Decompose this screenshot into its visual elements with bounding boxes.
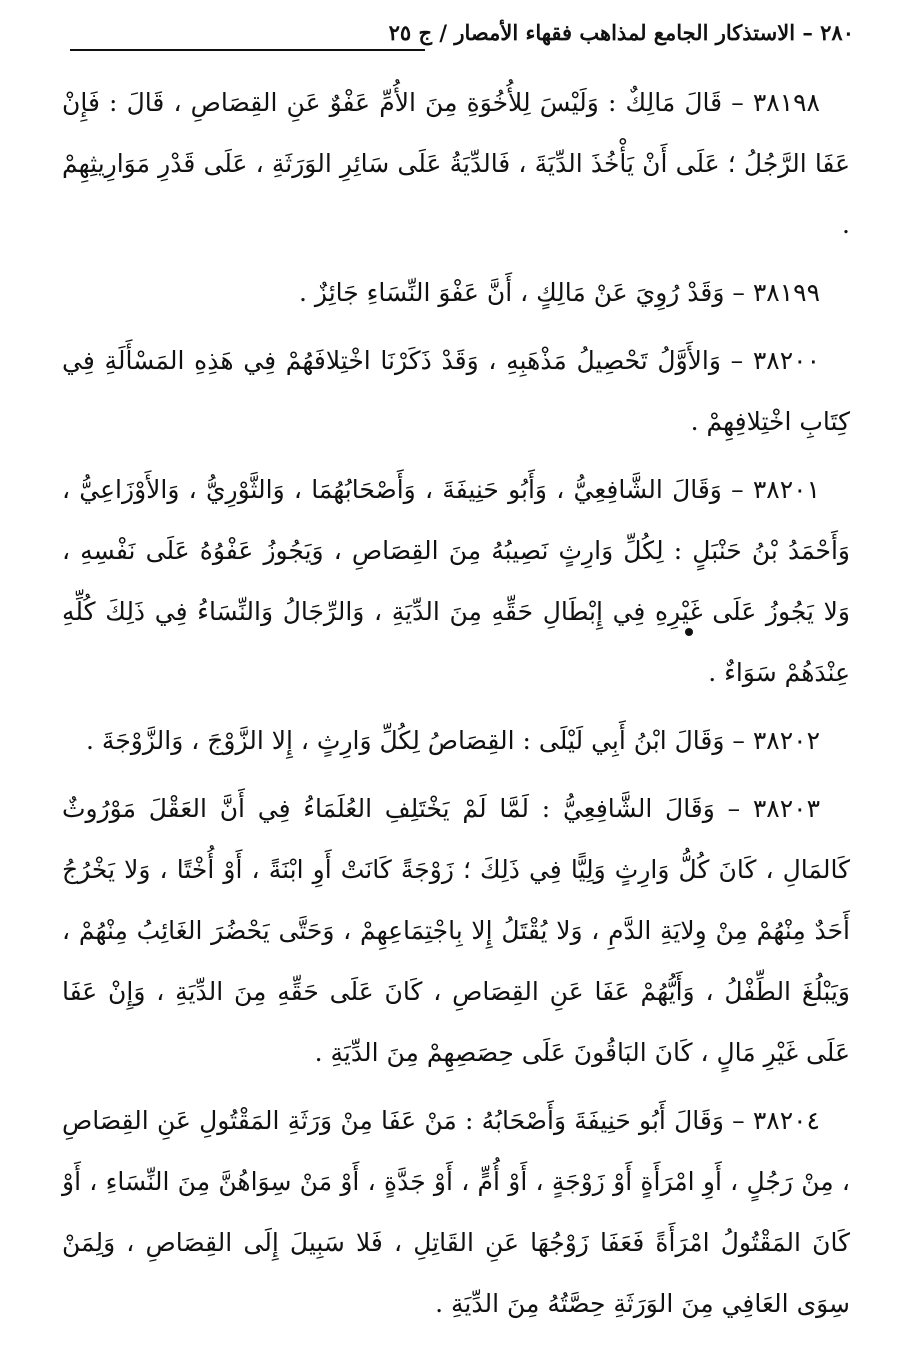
separator: – <box>721 475 753 504</box>
page-header <box>70 20 854 50</box>
paragraph-text: وَقَالَ الشَّافِعِيُّ : لَمَّا لَمْ يَخْتَلِفِ العُلَمَاءُ فِي أَنَّ العَقْلَ مَوْرُوثٌ كَالمَالِ ، كَانَ كُلُّ وَارِثٍ وَلِيًّا فِي ذَلِكَ ؛ زَوْجَةً كَانَتْ أَوِ ابْنَةً ، أَوْ أُخْتًا ، وَلا يَخْرُجُ أَحَدٌ مِنْهُمْ مِنْ وِلايَةِ الدَّمِ ، وَلا يُقْتَلُ إِلا بِاجْتِمَاعِهِمْ ، وَحَتَّى يَحْضُرَ الغَائِبُ مِنْهُمْ ، وَيَبْلُغَ الطِّفْلُ ، وَأَيُّهُمْ عَفَا عَنِ القِصَاصِ ، كَانَ عَلَى حَقِّهِ مِنَ الدِّيَةِ ، وَإِنْ عَفَا عَلَى غَيْرِ مَالٍ ، كَانَ البَاقُونَ عَلَى حِصَصِهِمْ مِنَ الدِّيَةِ . <box>62 794 850 1067</box>
paragraph-number: ٣٨٢٠١ <box>752 475 820 504</box>
paragraph-text: قَالَ مَالِكٌ : وَلَيْسَ لِلأُخُوَةِ مِنَ الأُمِّ عَفْوٌ عَنِ القِصَاصِ ، قَالَ : فَإِنْ عَفَا الرَّجُلُ ؛ عَلَى أَنْ يَأْخُذَ الدِّيَةَ ، فَالدِّيَةُ عَلَى سَائِرِ الوَرَثَةِ ، عَلَى قَدْرِ مَوَارِيثِهِمْ . <box>62 88 850 239</box>
paragraph-text: وَقَدْ رُوِيَ عَنْ مَالِكٍ ، أَنَّ عَفْوَ النِّسَاءِ جَائِزٌ . <box>299 278 725 307</box>
separator: – <box>720 346 753 375</box>
paragraph-number: ٣٨٢٠٤ <box>752 1106 820 1135</box>
paragraph-number: ٣٨٢٠٣ <box>752 794 820 823</box>
paragraph-number: ٣٨١٩٩ <box>752 278 820 307</box>
paragraph-38200 <box>62 330 850 452</box>
page-body <box>62 72 850 1341</box>
paragraph-38202 <box>62 710 850 771</box>
paragraph-text: وَقَالَ أَبُو حَنِيفَةَ وَأَصْحَابُهُ : مَنْ عَفَا مِنْ وَرَثَةِ المَقْتُولِ عَنِ القِصَاصِ ، مِنْ رَجُلٍ ، أَوِ امْرَأَةٍ أَوْ زَوْجَةٍ ، أَوْ أُمٍّ ، أَوْ جَدَّةٍ ، أَوْ مَنْ سِوَاهُنَّ مِنَ النِّسَاءِ ، أَوْ كَانَ المَقْتُولُ امْرَأَةً فَعَفَا زَوْجُهَا عَنِ القَاتِلِ ، فَلا سَبِيلَ إِلَى القِصَاصِ ، وَلِمَنْ سِوَى العَافِي مِنَ الوَرَثَةِ حِصَّتُهُ مِنَ الدِّيَةِ . <box>62 1106 850 1318</box>
separator: – <box>714 794 753 823</box>
ink-dot <box>685 628 693 636</box>
paragraph-text: وَالأَوَّلُ تَحْصِيلُ مَذْهَبِهِ ، وَقَدْ ذَكَرْنَا اخْتِلافَهُمْ فِي هَذِهِ المَسْأَلَةِ فِي كِتَابِ اخْتِلافِهِمْ . <box>62 346 850 436</box>
paragraph-38203 <box>62 778 850 1083</box>
paragraph-text: وَقَالَ ابْنُ أَبِي لَيْلَى : القِصَاصُ لِكُلِّ وَارِثٍ ، إِلا الزَّوْجَ ، وَالزَّوْجَةَ . <box>86 726 725 755</box>
header-rule <box>70 49 425 51</box>
paragraph-number: ٣٨١٩٨ <box>752 88 820 117</box>
paragraph-38201 <box>62 459 850 703</box>
paragraph-38199 <box>62 262 850 323</box>
paragraph-number: ٣٨٢٠٢ <box>752 726 820 755</box>
paragraph-38204 <box>62 1090 850 1334</box>
paragraph-number: ٣٨٢٠٠ <box>752 346 820 375</box>
running-head: ٢٨٠ – الاستذكار الجامع لمذاهب فقهاء الأمصار / ج ٢٥ <box>388 20 854 45</box>
paragraph-text: وَقَالَ الشَّافِعِيُّ ، وَأَبُو حَنِيفَةَ ، وَأَصْحَابُهُمَا ، وَالثَّوْرِيُّ ، وَالأَوْزَاعِيُّ ، وَأَحْمَدُ بْنُ حَنْبَلٍ : لِكُلِّ وَارِثٍ نَصِيبُهُ مِنَ القِصَاصِ ، وَيَجُوزُ عَفْوُهُ عَلَى نَفْسِهِ ، وَلا يَجُوزُ عَلَى غَيْرِهِ فِي إِبْطَالِ حَقِّهِ مِنَ الدِّيَةِ ، وَالرِّجَالُ وَالنِّسَاءُ فِي ذَلِكَ كُلِّهِ عِنْدَهُمْ سَوَاءٌ . <box>62 475 850 687</box>
separator: – <box>724 278 753 307</box>
separator: – <box>722 88 753 117</box>
separator: – <box>724 726 753 755</box>
separator: – <box>723 1106 753 1135</box>
paragraph-38198 <box>62 72 850 255</box>
